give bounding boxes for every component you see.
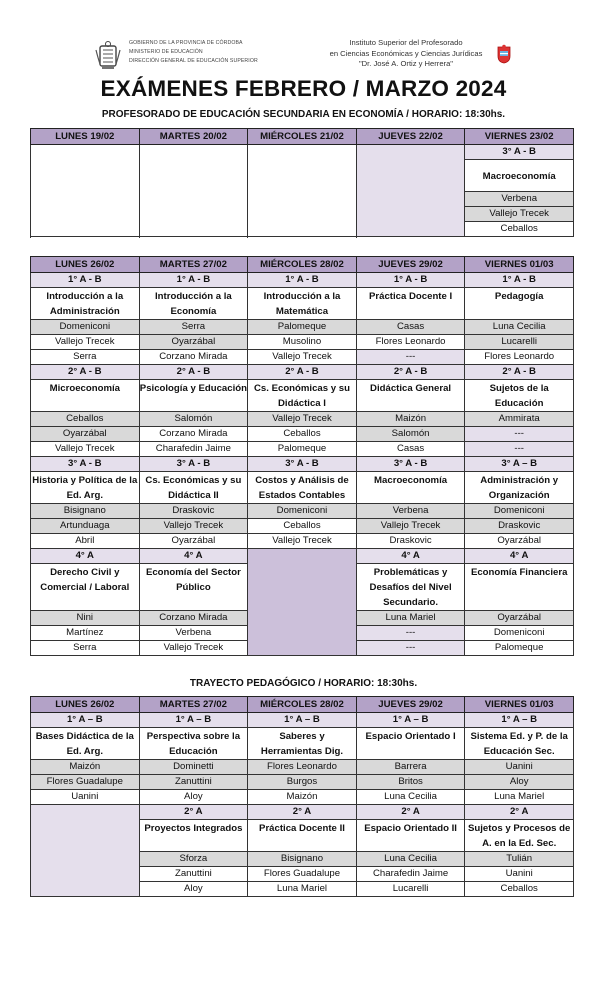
subject-cell: Proyectos Integrados <box>139 820 248 852</box>
empty-cell <box>31 145 140 237</box>
letterhead <box>0 36 607 76</box>
subject-cell: Espacio Orientado II <box>356 820 465 852</box>
teacher-cell: Maizón <box>248 790 357 805</box>
teacher-cell: Luna Mariel <box>248 882 357 897</box>
teacher-cell: Draskovic <box>356 534 465 549</box>
group-cell: 1° A – B <box>356 713 465 728</box>
empty-cell <box>356 145 465 237</box>
group-cell: 3° A - B <box>356 457 465 472</box>
subject-cell: Práctica Docente II <box>248 820 357 852</box>
teacher-cell: Flores Leonardo <box>248 760 357 775</box>
government-text <box>129 39 258 66</box>
day-header: MARTES 27/02 <box>139 697 248 713</box>
header-row <box>31 129 574 145</box>
teacher-cell: --- <box>356 641 465 656</box>
schedule-table-week-2 <box>30 256 574 656</box>
subject-cell: Introducción a la Economía <box>139 288 248 320</box>
day-header: VIERNES 01/03 <box>465 257 574 273</box>
teacher-row <box>31 442 574 457</box>
teacher-cell: Zanuttini <box>139 775 248 790</box>
group-cell: 2° A - B <box>356 365 465 380</box>
group-row <box>31 273 574 288</box>
group-row <box>31 713 574 728</box>
teacher-cell: Domeniconi <box>465 626 574 641</box>
teacher-cell: Dominetti <box>139 760 248 775</box>
subject-cell: Economía del Sector Público <box>139 564 248 611</box>
group-cell: 3° A - B <box>248 457 357 472</box>
group-cell: 3° A - B <box>465 145 574 160</box>
teacher-cell: Domeniconi <box>31 320 140 335</box>
teacher-cell: Artunduaga <box>31 519 140 534</box>
institute-text <box>316 38 496 70</box>
teacher-cell: Charafedin Jaime <box>139 442 248 457</box>
teacher-cell: Britos <box>356 775 465 790</box>
teacher-row <box>31 335 574 350</box>
teacher-cell: Salomón <box>139 412 248 427</box>
cordoba-coat-of-arms-icon <box>94 40 122 72</box>
teacher-cell: Ceballos <box>465 882 574 897</box>
group-row <box>31 805 574 820</box>
teacher-cell: Vallejo Trecek <box>139 519 248 534</box>
subject-cell: Historia y Política de la Ed. Arg. <box>31 472 140 504</box>
subject-cell: Psicología y Educación <box>139 380 248 412</box>
teacher-cell: Salomón <box>356 427 465 442</box>
group-cell: 4° A <box>465 549 574 564</box>
day-header: LUNES 19/02 <box>31 129 140 145</box>
teacher-cell: Luna Mariel <box>465 790 574 805</box>
group-cell: 1° A – B <box>31 713 140 728</box>
teacher-cell: Nini <box>31 611 140 626</box>
teacher-cell: Ceballos <box>465 222 574 237</box>
teacher-cell: Domeniconi <box>465 504 574 519</box>
teacher-cell: Palomeque <box>465 641 574 656</box>
group-cell: 3° A - B <box>139 457 248 472</box>
teacher-cell: Bisignano <box>248 852 357 867</box>
teacher-cell: Vallejo Trecek <box>356 519 465 534</box>
group-cell: 2° A <box>248 805 357 820</box>
day-header: JUEVES 22/02 <box>356 129 465 145</box>
subject-cell: Derecho Civil y Comercial / Laboral <box>31 564 140 611</box>
group-cell: 1° A – B <box>139 713 248 728</box>
teacher-cell: Sforza <box>139 852 248 867</box>
teacher-cell: Oyarzábal <box>465 611 574 626</box>
teacher-cell: Barrera <box>356 760 465 775</box>
group-cell: 4° A <box>139 549 248 564</box>
teacher-cell: Luna Cecilia <box>465 320 574 335</box>
teacher-cell: Casas <box>356 442 465 457</box>
group-cell: 2° A - B <box>31 365 140 380</box>
teacher-cell: Ceballos <box>248 519 357 534</box>
empty-block <box>248 549 357 656</box>
teacher-cell: Casas <box>356 320 465 335</box>
gov-line-2: MINISTERIO DE EDUCACIÓN <box>129 49 203 55</box>
subject-cell: Macroeconomía <box>356 472 465 504</box>
teacher-cell: Aloy <box>139 882 248 897</box>
group-row <box>31 365 574 380</box>
teacher-cell: Verbena <box>139 626 248 641</box>
teacher-cell: --- <box>356 350 465 365</box>
teacher-cell: Oyarzábal <box>139 534 248 549</box>
teacher-cell: Oyarzábal <box>465 534 574 549</box>
teacher-cell: Luna Cecilia <box>356 852 465 867</box>
section-1-subtitle: PROFESORADO DE EDUCACIÓN SECUNDARIA EN ECONOMÍA / HORARIO: 18:30hs. <box>101 109 506 120</box>
schedule-table-week-1 <box>30 128 574 237</box>
subject-cell: Sistema Ed. y P. de la Educación Sec. <box>465 728 574 760</box>
group-cell: 1° A - B <box>356 273 465 288</box>
group-cell: 3° A - B <box>31 457 140 472</box>
subject-cell: Introducción a la Administración <box>31 288 140 320</box>
teacher-row <box>31 350 574 365</box>
subject-cell: Saberes y Herramientas Dig. <box>248 728 357 760</box>
teacher-cell: Maizón <box>31 760 140 775</box>
day-header: VIERNES 01/03 <box>465 697 574 713</box>
day-header: MARTES 20/02 <box>139 129 248 145</box>
section-2-subtitle: TRAYECTO PEDAGÓGICO / HORARIO: 18:30hs. <box>189 678 418 689</box>
teacher-cell: Ceballos <box>31 412 140 427</box>
empty-block <box>31 805 140 897</box>
page-title: EXÁMENES FEBRERO / MARZO 2024 <box>100 76 507 101</box>
teacher-cell: Verbena <box>465 192 574 207</box>
teacher-row <box>31 412 574 427</box>
teacher-cell: Flores Leonardo <box>356 335 465 350</box>
teacher-cell: Serra <box>139 320 248 335</box>
day-header: VIERNES 23/02 <box>465 129 574 145</box>
group-cell: 2° A - B <box>248 365 357 380</box>
day-header: JUEVES 29/02 <box>356 697 465 713</box>
schedule-table-trayecto <box>30 696 574 897</box>
institute-line-2: en Ciencias Económicas y Ciencias Jurídicas <box>329 48 483 58</box>
teacher-cell: Vallejo Trecek <box>248 534 357 549</box>
teacher-cell: Flores Guadalupe <box>248 867 357 882</box>
teacher-cell: Musolino <box>248 335 357 350</box>
teacher-cell: Maizón <box>356 412 465 427</box>
group-cell: 2° A - B <box>465 365 574 380</box>
group-cell: 1° A - B <box>139 273 248 288</box>
teacher-row <box>31 790 574 805</box>
teacher-cell: Vallejo Trecek <box>31 442 140 457</box>
teacher-cell: Aloy <box>465 775 574 790</box>
teacher-cell: Draskovic <box>139 504 248 519</box>
teacher-cell: Lucarelli <box>465 335 574 350</box>
day-header: LUNES 26/02 <box>31 257 140 273</box>
subject-cell: Administración y Organización <box>465 472 574 504</box>
teacher-cell: Palomeque <box>248 442 357 457</box>
subject-cell: Bases Didáctica de la Ed. Arg. <box>31 728 140 760</box>
teacher-cell: Abril <box>31 534 140 549</box>
teacher-cell: Flores Leonardo <box>465 350 574 365</box>
teacher-cell: Vallejo Trecek <box>31 335 140 350</box>
subject-cell: Cs. Económicas y su Didáctica I <box>248 380 357 412</box>
teacher-cell: Bisignano <box>31 504 140 519</box>
teacher-cell: Ammirata <box>465 412 574 427</box>
subject-cell: Pedagogía <box>465 288 574 320</box>
teacher-cell: Vallejo Trecek <box>248 350 357 365</box>
teacher-row <box>31 534 574 549</box>
group-row <box>31 457 574 472</box>
teacher-cell: Ceballos <box>248 427 357 442</box>
teacher-cell: Luna Mariel <box>356 611 465 626</box>
teacher-cell: Palomeque <box>248 320 357 335</box>
teacher-cell: Zanuttini <box>139 867 248 882</box>
day-header: MIÉRCOLES 28/02 <box>248 697 357 713</box>
teacher-cell: Charafedin Jaime <box>356 867 465 882</box>
group-cell: 2° A <box>139 805 248 820</box>
teacher-cell: Uanini <box>465 760 574 775</box>
subject-cell: Sujetos y Procesos de A. en la Ed. Sec. <box>465 820 574 852</box>
subject-row <box>31 380 574 412</box>
group-cell: 1° A – B <box>465 713 574 728</box>
teacher-cell: Lucarelli <box>356 882 465 897</box>
group-cell: 1° A - B <box>465 273 574 288</box>
subject-cell: Microeconomía <box>31 380 140 412</box>
subject-cell: Práctica Docente I <box>356 288 465 320</box>
group-cell: 2° A <box>356 805 465 820</box>
empty-cell <box>139 145 248 237</box>
subject-row <box>31 288 574 320</box>
teacher-cell: --- <box>465 427 574 442</box>
teacher-row <box>31 504 574 519</box>
teacher-cell: Verbena <box>356 504 465 519</box>
gov-line-3: DIRECCIÓN GENERAL DE EDUCACIÓN SUPERIOR <box>129 58 258 64</box>
teacher-cell: Martínez <box>31 626 140 641</box>
subject-cell: Economía Financiera <box>465 564 574 611</box>
institute-shield-icon <box>496 44 512 64</box>
institute-line-1: Instituto Superior del Profesorado <box>349 38 463 47</box>
day-header: MIÉRCOLES 21/02 <box>248 129 357 145</box>
teacher-row <box>31 320 574 335</box>
subject-cell: Espacio Orientado I <box>356 728 465 760</box>
teacher-cell: Serra <box>31 350 140 365</box>
teacher-cell: Uanini <box>465 867 574 882</box>
teacher-cell: Corzano Mirada <box>139 350 248 365</box>
group-cell: 1° A - B <box>248 273 357 288</box>
teacher-cell: Corzano Mirada <box>139 427 248 442</box>
teacher-row <box>31 519 574 534</box>
gov-line-1: GOBIERNO DE LA PROVINCIA DE CÓRDOBA <box>129 40 243 46</box>
teacher-cell: Vallejo Trecek <box>465 207 574 222</box>
teacher-row <box>31 760 574 775</box>
subject-cell: Perspectiva sobre la Educación <box>139 728 248 760</box>
group-cell: 2° A <box>465 805 574 820</box>
teacher-cell: Aloy <box>139 790 248 805</box>
teacher-cell: Oyarzábal <box>31 427 140 442</box>
teacher-row <box>31 775 574 790</box>
subject-cell: Cs. Económicas y su Didáctica II <box>139 472 248 504</box>
empty-cell <box>248 145 357 237</box>
header-row <box>31 257 574 273</box>
teacher-cell: --- <box>356 626 465 641</box>
group-cell: 3° A – B <box>465 457 574 472</box>
teacher-cell: --- <box>465 442 574 457</box>
teacher-cell: Draskovic <box>465 519 574 534</box>
teacher-cell: Tulián <box>465 852 574 867</box>
teacher-cell: Serra <box>31 641 140 656</box>
group-cell: 4° A <box>356 549 465 564</box>
day-header: MIÉRCOLES 28/02 <box>248 257 357 273</box>
group-cell: 4° A <box>31 549 140 564</box>
subject-cell: Introducción a la Matemática <box>248 288 357 320</box>
subject-cell: Problemáticas y Desafíos del Nivel Secundario. <box>356 564 465 611</box>
subject-row <box>31 472 574 504</box>
subject-cell: Macroeconomía <box>465 160 574 192</box>
subject-cell: Didáctica General <box>356 380 465 412</box>
teacher-cell: Uanini <box>31 790 140 805</box>
teacher-row <box>31 427 574 442</box>
subject-row <box>31 728 574 760</box>
teacher-cell: Corzano Mirada <box>139 611 248 626</box>
teacher-cell: Domeniconi <box>248 504 357 519</box>
teacher-cell: Luna Cecilia <box>356 790 465 805</box>
day-header: LUNES 26/02 <box>31 697 140 713</box>
day-header: MARTES 27/02 <box>139 257 248 273</box>
teacher-cell: Oyarzábal <box>139 335 248 350</box>
teacher-cell: Vallejo Trecek <box>139 641 248 656</box>
header-row <box>31 697 574 713</box>
subject-cell: Costos y Análisis de Estados Contables <box>248 472 357 504</box>
group-cell: 1° A - B <box>31 273 140 288</box>
group-cell: 2° A - B <box>139 365 248 380</box>
teacher-cell: Flores Guadalupe <box>31 775 140 790</box>
institute-line-3: "Dr. José A. Ortiz y Herrera" <box>358 59 453 68</box>
group-row <box>31 549 574 564</box>
day-header: JUEVES 29/02 <box>356 257 465 273</box>
group-cell: 1° A – B <box>248 713 357 728</box>
teacher-cell: Burgos <box>248 775 357 790</box>
subject-cell: Sujetos de la Educación <box>465 380 574 412</box>
teacher-cell: Vallejo Trecek <box>248 412 357 427</box>
